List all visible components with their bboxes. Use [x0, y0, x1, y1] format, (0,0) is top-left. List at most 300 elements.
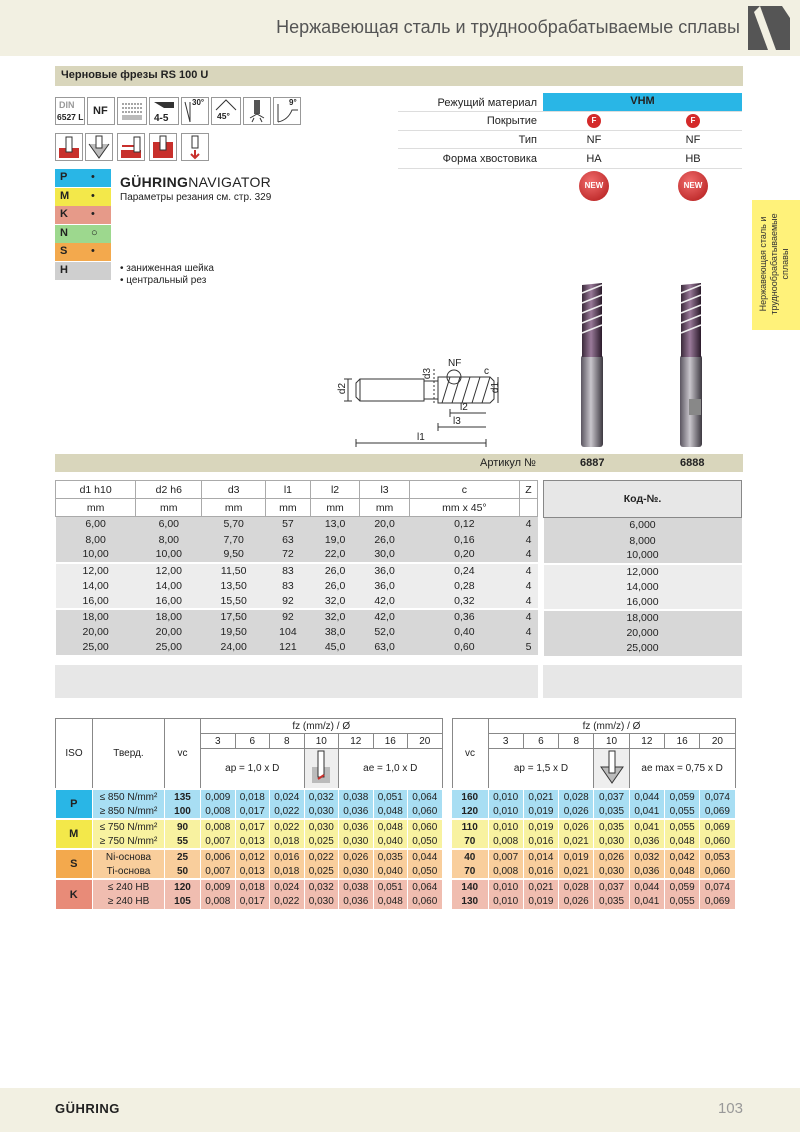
shank-value-2: HB [685, 153, 701, 165]
table-row [56, 624, 538, 639]
cut-iso-k: K [56, 879, 93, 909]
cut-diam: 16 [373, 734, 408, 749]
shank-value-1: HA [586, 153, 602, 165]
dim-cell: 5 [519, 640, 537, 655]
cut-fz: 0,060 [408, 819, 443, 834]
profile-hatch-icon [118, 98, 146, 124]
cut-hardness: ≤ 240 HB [93, 879, 165, 894]
article-6887: 6887 [580, 457, 605, 469]
cut-fz: 0,017 [235, 804, 270, 819]
cut-fz2: 0,010 [488, 804, 523, 819]
dim-cell: 17,50 [202, 609, 266, 624]
dim-cell: 83 [266, 578, 311, 593]
cut-fz2: 0,055 [664, 819, 699, 834]
dim-cell: 8,00 [56, 532, 136, 547]
cut-fz: 0,036 [339, 894, 374, 909]
cut-fz: 0,008 [201, 804, 236, 819]
dim-cell: 63,0 [360, 640, 410, 655]
code-row [544, 579, 742, 594]
coating-icon-1: F [587, 114, 601, 128]
cut-fz2: 0,010 [488, 789, 523, 804]
cut-fz2: 0,069 [700, 819, 735, 834]
helix-angle-icon [182, 98, 208, 124]
cut-fz: 0,007 [201, 834, 236, 849]
cut-fz: 0,009 [201, 789, 236, 804]
cut-fz: 0,048 [373, 894, 408, 909]
angle30-label: 30° [192, 98, 205, 107]
dim-cell: 92 [266, 593, 311, 608]
iso-m: M [55, 188, 111, 206]
cut-ae2: ae max = 0,75 x D [629, 749, 735, 790]
code-cell: 25,000 [544, 641, 742, 656]
dim-cell: 16,00 [136, 593, 202, 608]
navigator-text: Параметры резания см. стр. 329 [120, 192, 272, 203]
cut-fz2: 0,008 [488, 834, 523, 849]
op-ramping [181, 133, 209, 161]
nf-symbol [87, 97, 115, 125]
cut-fz2: 0,060 [700, 834, 735, 849]
cut-fz: 0,016 [270, 849, 305, 864]
dim-header: d3 [202, 481, 266, 499]
dim-cell: 42,0 [360, 609, 410, 624]
dim-cell: 0,32 [409, 593, 519, 608]
pocket-milling-icon [150, 134, 176, 160]
cut-hardness: ≤ 850 N/mm² [93, 789, 165, 804]
cut-iso-p: P [56, 789, 93, 819]
iso-m-mark: • [91, 189, 95, 202]
cut-vc-header: vc [165, 719, 201, 790]
iso-h: H [55, 262, 111, 280]
dim-cell: 4 [519, 578, 537, 593]
dim-header: d2 h6 [136, 481, 202, 499]
dimension-table-filler [55, 665, 538, 698]
cut-hardness: Ti-основа [93, 864, 165, 879]
cut-fz2: 0,016 [523, 834, 558, 849]
dim-cell: 14,00 [136, 578, 202, 593]
cut-fz: 0,032 [304, 789, 339, 804]
cut-fz2: 0,019 [523, 819, 558, 834]
cut-fz: 0,050 [408, 834, 443, 849]
cut-fz2: 0,069 [700, 804, 735, 819]
cut-fz: 0,022 [270, 819, 305, 834]
dim-header: l3 [360, 481, 410, 499]
cut-fz: 0,051 [373, 789, 408, 804]
cut-fz2: 0,055 [664, 894, 699, 909]
cut-fz2: 0,028 [559, 879, 594, 894]
cut-vc2-header: vc [452, 719, 488, 790]
cut-table [55, 718, 736, 909]
cut-vc2: 110 [452, 819, 488, 834]
new-badge-1: NEW [579, 171, 609, 201]
dim-cell: 0,40 [409, 624, 519, 639]
dim-cell: 0,12 [409, 517, 519, 532]
cut-fz2: 0,010 [488, 879, 523, 894]
cut-fz2: 0,026 [559, 819, 594, 834]
cut-fz: 0,051 [373, 879, 408, 894]
code-row [544, 594, 742, 609]
cut-fz: 0,008 [201, 819, 236, 834]
din-label: DIN [59, 100, 75, 110]
center-cut-icon [244, 98, 270, 124]
dim-cell: 83 [266, 563, 311, 578]
table-row [56, 547, 538, 562]
cut-fz2: 0,041 [629, 819, 664, 834]
code-row [544, 533, 742, 548]
side-milling-icon [118, 134, 144, 160]
cut-fz2: 0,044 [629, 879, 664, 894]
iso-p: P [55, 169, 111, 187]
dim-cell: 0,28 [409, 578, 519, 593]
dim-cell: 18,00 [56, 609, 136, 624]
dim-cell: 9,50 [202, 547, 266, 562]
milling-mode-icon [306, 749, 336, 785]
cut-fz: 0,060 [408, 804, 443, 819]
dimension-table [55, 480, 538, 655]
cut-fz2: 0,010 [488, 819, 523, 834]
dim-header: l1 [266, 481, 311, 499]
clearance-angle-icon [274, 98, 300, 124]
cut-row [56, 879, 736, 894]
dim-cell: 4 [519, 563, 537, 578]
cut-fz: 0,013 [235, 864, 270, 879]
dim-cell: 57 [266, 517, 311, 532]
dim-unit: mm [56, 499, 136, 517]
cut-diam2: 16 [664, 734, 699, 749]
dim-unit: mm [310, 499, 360, 517]
cut-fz: 0,032 [304, 879, 339, 894]
cut-fz2: 0,035 [594, 819, 629, 834]
cut-fz: 0,012 [235, 849, 270, 864]
iso-p-mark: • [91, 171, 95, 183]
cut-mode-icon-1 [304, 749, 339, 790]
code-row [544, 564, 742, 579]
table-row [56, 517, 538, 532]
iso-n-mark: ○ [91, 226, 98, 239]
cut-fz2: 0,074 [700, 789, 735, 804]
cut-vc2: 40 [452, 849, 488, 864]
cut-fz2: 0,044 [629, 789, 664, 804]
angle9-label: 9° [289, 98, 297, 107]
cut-fz: 0,030 [339, 834, 374, 849]
cut-fz: 0,025 [304, 834, 339, 849]
cut-fz2: 0,026 [559, 894, 594, 909]
dim-header: l2 [310, 481, 360, 499]
iso-s-mark: • [91, 245, 95, 257]
cut-fz: 0,048 [373, 804, 408, 819]
cut-fz: 0,060 [408, 894, 443, 909]
cut-fz: 0,009 [201, 879, 236, 894]
cut-row [56, 894, 736, 909]
dim-cell: 52,0 [360, 624, 410, 639]
dim-cell: 19,0 [310, 532, 360, 547]
dim-d3-label: d3 [422, 367, 434, 380]
cut-fz: 0,025 [304, 864, 339, 879]
cut-fz2: 0,019 [523, 804, 558, 819]
code-row [544, 641, 742, 656]
cut-vc2: 70 [452, 834, 488, 849]
cut-iso-m: M [56, 819, 93, 849]
dim-cell: 4 [519, 624, 537, 639]
code-cell: 14,000 [544, 579, 742, 594]
dim-unit: mm x 45° [409, 499, 519, 517]
chapter-logo-icon [746, 4, 792, 52]
cut-fz2: 0,035 [594, 894, 629, 909]
dim-cell: 12,00 [56, 563, 136, 578]
cut-row [56, 804, 736, 819]
note-1: • заниженная шейка [120, 263, 214, 274]
cut-row [56, 849, 736, 864]
cut-header-row [56, 719, 736, 734]
cut-fz: 0,040 [373, 834, 408, 849]
cut-fz: 0,018 [270, 834, 305, 849]
page-footer [0, 1088, 800, 1132]
cut-vc2: 120 [452, 804, 488, 819]
dim-header: d1 h10 [56, 481, 136, 499]
dim-cell: 13,50 [202, 578, 266, 593]
dim-cell: 19,50 [202, 624, 266, 639]
cut-fz: 0,064 [408, 879, 443, 894]
cut-fz: 0,040 [373, 864, 408, 879]
cut-row [56, 834, 736, 849]
dim-cell: 0,36 [409, 609, 519, 624]
code-table [543, 480, 742, 656]
cut-fz2: 0,014 [523, 849, 558, 864]
navigator-logo [120, 174, 271, 190]
dim-d2-label: d2 [337, 382, 349, 395]
cut-fz2: 0,037 [594, 789, 629, 804]
cut-ap2: ap = 1,5 x D [488, 749, 594, 790]
code-table-filler [543, 665, 742, 698]
cut-vc2: 130 [452, 894, 488, 909]
cut-fz: 0,024 [270, 789, 305, 804]
cut-vc2: 140 [452, 879, 488, 894]
cut-fz2: 0,055 [664, 804, 699, 819]
angle9-symbol [273, 97, 301, 125]
cut-row [56, 864, 736, 879]
cut-ap1: ap = 1,0 x D [201, 749, 305, 790]
dim-unit: mm [266, 499, 311, 517]
cut-fz2: 0,021 [523, 879, 558, 894]
dim-cell: 7,70 [202, 532, 266, 547]
code-cell: 10,000 [544, 548, 742, 563]
side-chapter-tab[interactable] [752, 200, 800, 330]
chamfer-icon [212, 98, 240, 112]
type-value-2: NF [685, 134, 701, 146]
product-title: Черновые фрезы RS 100 U [61, 69, 209, 81]
cut-vc: 25 [165, 849, 201, 864]
cut-fz2: 0,053 [700, 849, 735, 864]
din-number: 6527 L [57, 112, 84, 122]
cut-fz2: 0,048 [664, 864, 699, 879]
plunge-icon [86, 134, 112, 160]
dim-cell: 25,00 [136, 640, 202, 655]
dim-nf-label: NF [448, 358, 462, 369]
code-row [544, 610, 742, 625]
cut-fz: 0,024 [270, 879, 305, 894]
cut-fz2: 0,042 [664, 849, 699, 864]
dim-cell: 92 [266, 609, 311, 624]
cut-fz: 0,022 [270, 804, 305, 819]
cut-vc: 120 [165, 879, 201, 894]
cut-fz2: 0,028 [559, 789, 594, 804]
cut-fz2: 0,019 [523, 894, 558, 909]
cut-fz: 0,038 [339, 879, 374, 894]
dim-cell: 4 [519, 517, 537, 532]
op-pocket [149, 133, 177, 161]
dim-cell: 42,0 [360, 593, 410, 608]
dim-cell: 16,00 [56, 593, 136, 608]
cut-fz: 0,026 [339, 849, 374, 864]
cut-mode-icon-2 [594, 749, 629, 790]
article-6888: 6888 [680, 457, 705, 469]
code-header: Код-№. [544, 481, 742, 518]
plunge-mode-icon [597, 749, 627, 785]
dim-l2-label: l2 [460, 402, 468, 413]
dim-l3-label: l3 [453, 416, 461, 427]
slot-milling-icon [56, 134, 82, 160]
cut-fz: 0,017 [235, 819, 270, 834]
dim-cell: 6,00 [56, 517, 136, 532]
code-cell: 18,000 [544, 610, 742, 625]
navigator-suffix: NAVIGATOR [188, 174, 272, 190]
dim-unit: mm [360, 499, 410, 517]
dim-cell: 20,0 [360, 517, 410, 532]
page-header [0, 0, 800, 56]
cut-vc: 50 [165, 864, 201, 879]
code-cell: 20,000 [544, 625, 742, 640]
cut-fz: 0,007 [201, 864, 236, 879]
op-slot-milling [55, 133, 83, 161]
dim-cell: 20,00 [136, 624, 202, 639]
chapter-title: Нержавеющая сталь и труднообрабатываемые сплавы [276, 17, 740, 37]
cut-fz2-header: fz (mm/z) / Ø [488, 719, 735, 734]
cut-fz: 0,048 [373, 819, 408, 834]
dim-cell: 24,00 [202, 640, 266, 655]
cut-fz2: 0,074 [700, 879, 735, 894]
article-bar [55, 454, 743, 472]
cut-fz2: 0,036 [629, 834, 664, 849]
dim-cell: 4 [519, 609, 537, 624]
dim-cell: 20,00 [56, 624, 136, 639]
cut-fz: 0,018 [270, 864, 305, 879]
material-label: Режущий материал [437, 97, 537, 109]
side-tab-label: Нержавеющая сталь и труднообрабатываемые сплавы [758, 213, 790, 315]
dim-cell: 12,00 [136, 563, 202, 578]
new-badge-2: NEW [678, 171, 708, 201]
cut-fz: 0,013 [235, 834, 270, 849]
dim-cell: 26,0 [310, 578, 360, 593]
dim-cell: 22,0 [310, 547, 360, 562]
cut-fz2: 0,026 [559, 804, 594, 819]
navigator-brand: GÜHRING [120, 174, 189, 190]
nf-label: NF [93, 105, 108, 117]
dim-cell: 26,0 [310, 563, 360, 578]
dim-cell: 15,50 [202, 593, 266, 608]
cut-diam2: 10 [594, 734, 629, 749]
cut-fz: 0,022 [304, 849, 339, 864]
table-row [56, 593, 538, 608]
dim-cell: 0,24 [409, 563, 519, 578]
cut-fz: 0,044 [408, 849, 443, 864]
cut-fz: 0,038 [339, 789, 374, 804]
cut-diam2: 20 [700, 734, 735, 749]
cut-hardness: Ni-основа [93, 849, 165, 864]
cut-hardness: ≤ 750 N/mm² [93, 819, 165, 834]
cut-vc: 105 [165, 894, 201, 909]
cut-fz: 0,036 [339, 804, 374, 819]
din-symbol [55, 97, 85, 125]
cut-ae1: ae = 1,0 x D [339, 749, 443, 790]
dim-cell: 63 [266, 532, 311, 547]
dim-cell: 104 [266, 624, 311, 639]
code-cell: 12,000 [544, 564, 742, 579]
dim-cell: 30,0 [360, 547, 410, 562]
dim-cell: 18,00 [136, 609, 202, 624]
cut-vc: 135 [165, 789, 201, 804]
dim-l1-label: l1 [417, 432, 425, 443]
cut-diam: 20 [408, 734, 443, 749]
dim-cell: 6,00 [136, 517, 202, 532]
cut-diam2: 6 [523, 734, 558, 749]
cut-diam2: 8 [559, 734, 594, 749]
dim-cell: 45,0 [310, 640, 360, 655]
cut-fz2: 0,048 [664, 834, 699, 849]
cut-fz: 0,006 [201, 849, 236, 864]
cut-row [56, 789, 736, 804]
dim-cell: 5,70 [202, 517, 266, 532]
code-cell: 8,000 [544, 533, 742, 548]
cut-fz2: 0,041 [629, 894, 664, 909]
cut-fz2: 0,035 [594, 804, 629, 819]
type-value-1: NF [586, 134, 602, 146]
dim-cell: 32,0 [310, 593, 360, 608]
code-cell: 16,000 [544, 594, 742, 609]
cut-fz: 0,018 [235, 789, 270, 804]
flute-icon [150, 98, 178, 114]
dim-cell: 4 [519, 547, 537, 562]
cut-vc: 90 [165, 819, 201, 834]
code-row [544, 518, 742, 533]
op-side-milling [117, 133, 145, 161]
article-label: Артикул № [480, 457, 536, 469]
dim-cell: 0,20 [409, 547, 519, 562]
guhring-logo: GÜHRING [55, 1101, 120, 1116]
cut-fz2: 0,016 [523, 864, 558, 879]
dim-cell: 26,0 [360, 532, 410, 547]
cut-fz: 0,008 [201, 894, 236, 909]
dim-cell: 4 [519, 593, 537, 608]
cut-fz: 0,050 [408, 864, 443, 879]
dim-cell: 38,0 [310, 624, 360, 639]
angle30-symbol [181, 97, 209, 125]
cut-diam: 12 [339, 734, 374, 749]
shank-label: Форма хвостовика [442, 153, 537, 165]
dim-cell: 11,50 [202, 563, 266, 578]
iso-k-mark: • [91, 208, 95, 220]
cut-vc2: 70 [452, 864, 488, 879]
cut-diam: 3 [201, 734, 236, 749]
cut-hardness-header: Тверд. [93, 719, 165, 790]
dim-unit [519, 499, 537, 517]
cut-fz2: 0,059 [664, 789, 699, 804]
op-plunge [85, 133, 113, 161]
dim-d1-label: d1 [490, 381, 502, 394]
cut-fz: 0,030 [304, 894, 339, 909]
coating-icon-2: F [686, 114, 700, 128]
cut-fz: 0,022 [270, 894, 305, 909]
dim-cell: 32,0 [310, 609, 360, 624]
cut-fz2: 0,059 [664, 879, 699, 894]
